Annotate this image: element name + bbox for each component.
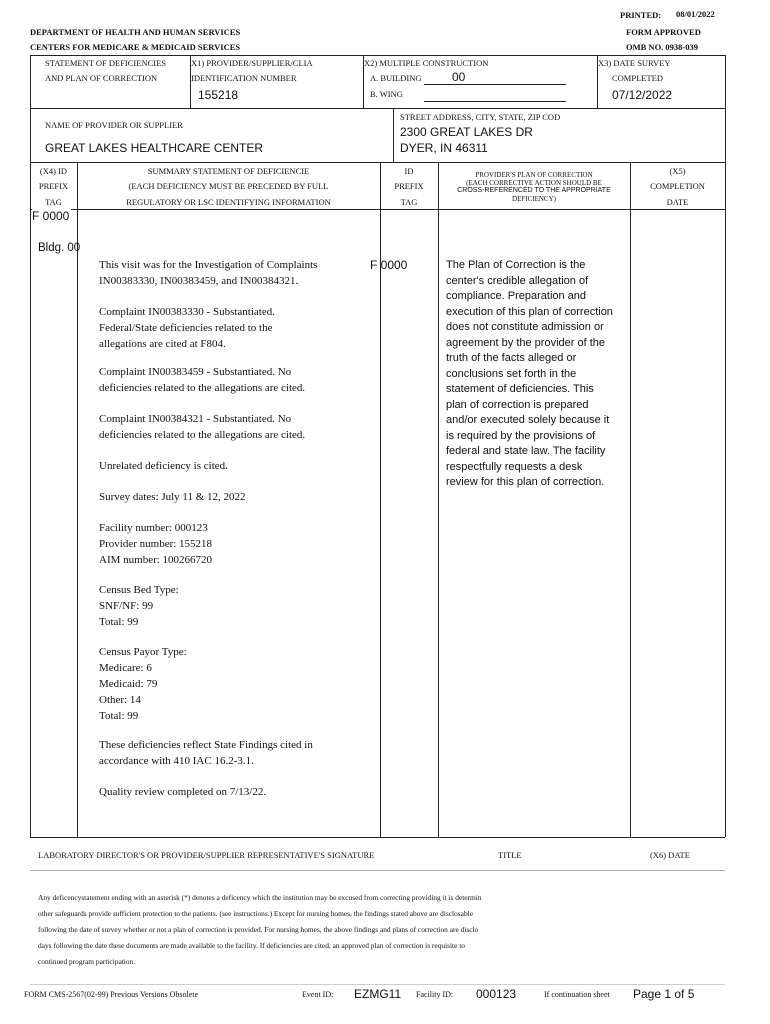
address-label: STREET ADDRESS, CITY, STATE, ZIP COD [400,112,561,122]
poc-line: is required by the provisions of [446,429,596,442]
summary-paragraph [99,458,228,474]
summary-paragraph [99,364,305,396]
omb-number: OMB NO. 0938-039 [626,42,699,52]
provider-id-value: 155218 [198,88,239,102]
summary-header-1: SUMMARY STATEMENT OF DEFICIENCIE [147,166,310,176]
provider-name-label: NAME OF PROVIDER OR SUPPLIER [45,120,183,130]
poc-line: execution of this plan of correction [446,305,613,318]
form-number: FORM CMS-2567(02-99) Previous Versions Obsolete [24,990,199,999]
poc-line: agreement by the provider of the [446,336,605,349]
disclaimer [38,890,482,970]
summary-line: IN00383330, IN00383459, and IN00384321. [99,275,299,287]
facility-id-value: 000123 [476,987,517,1001]
provider-id-label-1: X1) PROVIDER/SUPPLIER/CLIA [191,58,313,68]
printed-label: PRINTED: [620,10,662,20]
poc-line: statement of deficiencies. This [446,383,594,395]
summary-line: Complaint IN00384321 - Substantiated. No [99,413,292,425]
id-label: ID [404,166,414,176]
address-line-1: 2300 GREAT LAKES DR [400,125,533,139]
summary-line: Census Payor Type: [99,646,187,658]
event-id-label: Event ID: [302,990,334,999]
provider-name-value: GREAT LAKES HEALTHCARE CENTER [45,141,264,155]
disclaimer-line: Any deficencystatement ending with an asterisk (*) denotes a deficency which the institution may be excused from correcting providing it is determin [38,893,482,902]
continuation-label: If continuation sheet [544,990,610,999]
summary-paragraph [99,520,212,568]
plan-of-correction [446,258,613,491]
id-tag-label: TAG [400,197,418,207]
id-prefix-label: PREFIX [394,181,424,191]
statement-label-2: AND PLAN OF CORRECTION [45,73,158,83]
summary-line: This visit was for the Investigation of Complaints [99,259,318,271]
summary-line: Unrelated deficiency is cited. [99,460,228,472]
poc-header-2: (EACH CORRECTIVE ACTION SHOULD BE [466,179,602,187]
department-name: DEPARTMENT OF HEALTH AND HUMAN SERVICES [30,27,241,37]
summary-line: accordance with 410 IAC 16.2-3.1. [99,755,254,767]
poc-line: center's credible allegation of [446,274,589,287]
wing-label: B. WING [370,89,403,99]
summary-line: SNF/NF: 99 [99,600,154,612]
summary-paragraph [99,411,305,443]
summary-line: Total: 99 [99,616,139,628]
disclaimer-line: days following the date these documents are made available to the facility. If deficiencies are cited, an approved plan of correction is requisite to [38,941,465,950]
summary-line: Quality review completed on 7/13/22. [99,786,267,798]
poc-line: compliance. Preparation and [446,290,587,302]
summary-line: allegations are cited at F804. [99,338,226,350]
printed-date: 08/01/2022 [676,9,715,19]
x4-id-label: (X4) ID [39,166,68,176]
building-value: 00 [452,70,466,84]
address-line-2: DYER, IN 46311 [400,141,488,155]
summary-line: Provider number: 155218 [99,538,213,550]
tag-left: F 0000 [32,209,70,223]
summary-line: deficiencies related to the allegations are cited. [99,382,306,394]
summary-paragraph [99,784,266,800]
summary-line: Federal/State deficiencies related to the [99,322,273,334]
date-label: DATE [666,197,689,207]
poc-header-1: PROVIDER'S PLAN OF CORRECTION [475,171,593,179]
summary-line: These deficiencies reflect State Findings cited in [99,739,313,751]
summary-line: Medicaid: 79 [99,678,158,690]
poc-line: The Plan of Correction is the [446,259,586,271]
date-survey-value: 07/12/2022 [612,88,673,102]
summary-line: AIM number: 100266720 [99,554,213,566]
summary-line: Other: 14 [99,694,141,706]
summary-line: Survey dates: July 11 & 12, 2022 [99,491,246,503]
event-id-value: EZMG11 [354,987,402,1001]
summary-line: Medicare: 6 [99,662,152,674]
date-survey-label: X3) DATE SURVEY [598,58,671,68]
summary-header-3: REGULATORY OR LSC IDENTIFYING INFORMATION [126,197,331,207]
poc-line: respectfully requests a desk [446,460,583,473]
summary-paragraph [99,489,246,505]
building-label: A. BUILDING [370,73,422,83]
poc-line: federal and state law. The facility [446,445,606,457]
summary-header-2: (EACH DEFICIENCY MUST BE PRECEDED BY FULL [128,181,329,191]
poc-line: conclusions set forth in the [446,367,577,380]
building-tag: Bldg. 00 [38,242,81,254]
poc-header-3: CROSS-REFERENCED TO THE APPROPRIATE [457,187,611,194]
poc-line: truth of the facts alleged or [446,352,577,364]
summary-line: Complaint IN00383330 - Substantiated. [99,306,275,318]
summary-paragraph [99,304,275,352]
poc-line: does not constitute admission or [446,321,604,333]
facility-id-label: Facility ID: [416,990,454,999]
form-approved: FORM APPROVED [626,27,701,37]
summary-line: Total: 99 [99,710,139,722]
poc-header-4: DEFICIENCY) [512,195,556,203]
x5-label: (X5) [669,166,686,176]
statement-label-1: STATEMENT OF DEFICIENCIES [45,58,167,68]
disclaimer-line: continued program participation. [38,957,136,966]
summary-paragraph [99,582,179,630]
tag-right: F 0000 [370,258,408,272]
provider-id-label-2: IDENTIFICATION NUMBER [191,73,297,83]
title-label: TITLE [498,850,522,860]
signature-date-label: (X6) DATE [650,850,690,860]
summary-paragraph [99,737,313,769]
multiple-construction-label: X2) MULTIPLE CONSTRUCTION [364,58,489,68]
summary-paragraph [99,257,317,289]
disclaimer-line: following the date of survey whether or not a plan of correction is provided. For nursing homes, the above findings and plans of correction are disclo [38,925,479,934]
summary-line: Facility number: 000123 [99,522,208,534]
page-number: Page 1 of 5 [633,987,695,1001]
completion-label: COMPLETION [650,181,705,191]
completed-label: COMPLETED [612,73,663,83]
summary-line: deficiencies related to the allegations are cited. [99,429,306,441]
x4-prefix-label: PREFIX [38,181,69,191]
disclaimer-line: other safeguards provide sufficient protection to the patients. (see instructions.) Except for nursing homes, the findings stated above are disclosable [38,909,473,918]
summary-paragraph [99,644,187,724]
summary-line: Complaint IN00383459 - Substantiated. No [99,366,292,378]
x4-tag-label: TAG [45,197,62,207]
poc-line: plan of correction is prepared [446,398,589,411]
agency-name: CENTERS FOR MEDICARE & MEDICAID SERVICES [30,42,241,52]
poc-line: and/or executed solely because it [446,414,610,426]
signature-label: LABORATORY DIRECTOR'S OR PROVIDER/SUPPLIER REPRESENTATIVE'S SIGNATURE [38,850,375,860]
summary-line: Census Bed Type: [99,584,179,596]
poc-line: review for this plan of correction. [446,476,605,488]
